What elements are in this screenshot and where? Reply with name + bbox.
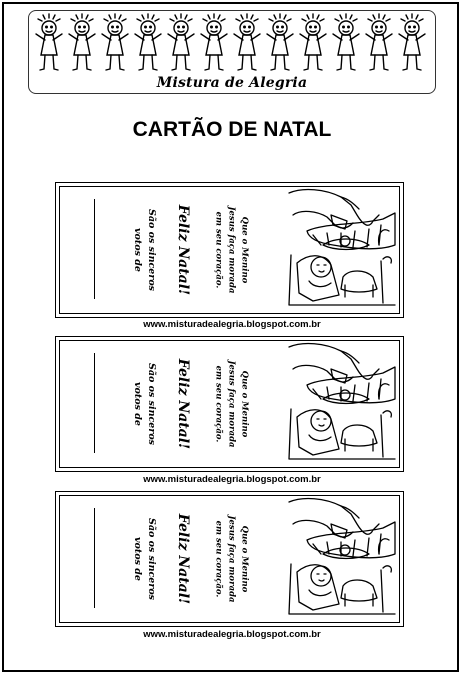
card-greeting: Feliz Natal! bbox=[175, 204, 191, 296]
signature-line-1: São os sinceros bbox=[146, 208, 157, 292]
signature-line-2: votos de bbox=[132, 382, 143, 426]
card-greeting: Feliz Natal! bbox=[175, 513, 191, 605]
blog-url: www.misturadealegria.blogspot.com.br bbox=[143, 319, 321, 330]
message-line-2: Jesus faça morada bbox=[226, 206, 237, 294]
signature-line bbox=[94, 199, 95, 299]
message-line-1: Que o Menino bbox=[239, 216, 250, 284]
message-line-2: Jesus faça morada bbox=[226, 360, 237, 448]
nativity-scene-icon bbox=[283, 185, 401, 311]
christmas-card bbox=[55, 491, 404, 627]
signature-line bbox=[94, 353, 95, 453]
card-signature bbox=[130, 518, 158, 600]
signature-line-2: votos de bbox=[132, 537, 143, 581]
nativity-scene-icon bbox=[283, 339, 401, 465]
card-message bbox=[212, 515, 251, 602]
blog-url: www.misturadealegria.blogspot.com.br bbox=[143, 629, 321, 640]
card-message bbox=[212, 360, 251, 447]
signature-line-1: São os sinceros bbox=[146, 362, 157, 446]
card-greeting: Feliz Natal! bbox=[175, 358, 191, 450]
blog-url: www.misturadealegria.blogspot.com.br bbox=[143, 474, 321, 485]
card-signature bbox=[130, 363, 158, 445]
signature-line-2: votos de bbox=[132, 228, 143, 272]
christmas-card bbox=[55, 182, 404, 318]
card-signature bbox=[130, 209, 158, 291]
christmas-card bbox=[55, 336, 404, 472]
message-line-1: Que o Menino bbox=[239, 370, 250, 438]
message-line-3: em seu coração. bbox=[213, 520, 224, 598]
nativity-scene-icon bbox=[283, 494, 401, 620]
message-line-1: Que o Menino bbox=[239, 525, 250, 593]
message-line-3: em seu coração. bbox=[213, 211, 224, 289]
message-line-3: em seu coração. bbox=[213, 365, 224, 443]
message-line-2: Jesus faça morada bbox=[226, 515, 237, 603]
brand-name: Mistura de Alegria bbox=[156, 75, 308, 91]
children-figures-icon bbox=[35, 13, 431, 75]
page-title: CARTÃO DE NATAL bbox=[132, 118, 332, 141]
signature-line bbox=[94, 508, 95, 608]
signature-line-1: São os sinceros bbox=[146, 517, 157, 601]
header-banner bbox=[28, 10, 436, 94]
card-message bbox=[212, 206, 251, 293]
